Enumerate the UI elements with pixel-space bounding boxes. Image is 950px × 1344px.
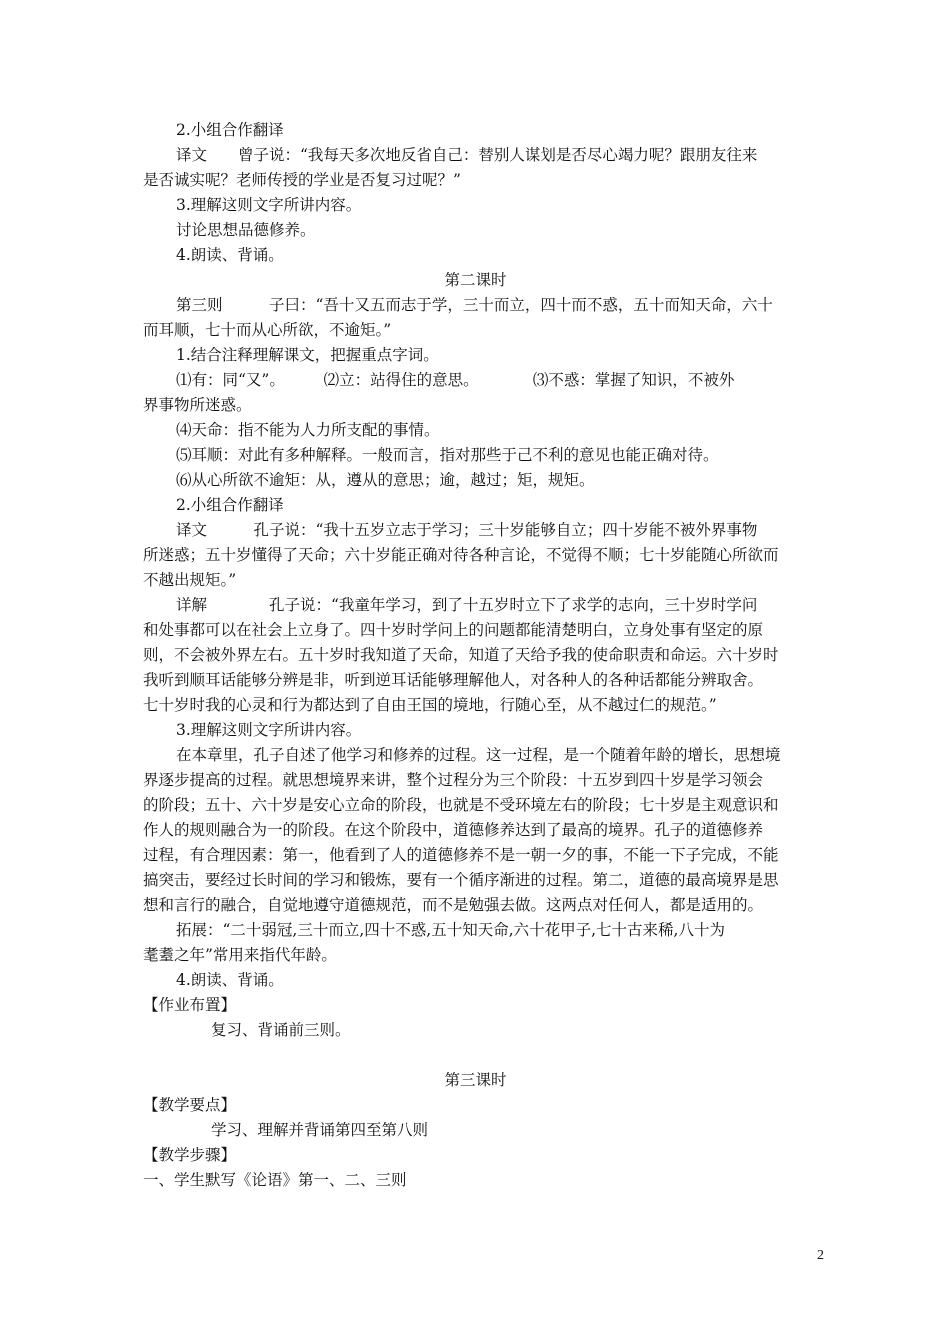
text-line: 第二课时 [444,271,507,289]
text-line: 译文 孔子说：“我十五岁立志于学习；三十岁能够自立；四十岁能不被外界事物 [176,521,758,539]
text-line: 和处事都可以在社会上立身了。四十岁时学问上的问题都能清楚明白，立身处事有坚定的原 [143,621,764,639]
text-line: 详解 孔子说：“我童年学习，到了十五岁时立下了求学的志向，三十岁时学问 [176,596,758,614]
text-line: 不越出规矩。” [143,571,237,589]
text-line: 而耳顺，七十而从心所欲，不逾矩。” [143,321,392,339]
text-line: 第三则 子曰：“吾十又五而志于学，三十而立，四十而不惑，五十而知天命，六十 [176,296,773,314]
text-line: 拓展：“二十弱冠,三十而立,四十不惑,五十知天命,六十花甲子,七十古来稀,八十为 [176,921,725,939]
text-line [143,1043,808,1068]
text-line: 界事物所迷惑。 [143,396,252,414]
text-line: 2.小组合作翻译 [176,121,284,139]
text-line: ⑷天命：指不能为人力所支配的事情。 [176,421,440,439]
page-number: 2 [817,1248,824,1263]
text-line: 在本章里，孔子自述了他学习和修养的过程。这一过程，是一个随着年龄的增长，思想境 [176,746,781,764]
text-line: 4.朗读、背诵。 [176,246,284,264]
text-line: 2.小组合作翻译 [176,496,284,514]
text-line: 3.理解这则文字所讲内容。 [176,721,362,739]
text-line: 一、学生默写《论语》第一、二、三则 [143,1171,407,1189]
text-line: 学习、理解并背诵第四至第八则 [211,1121,429,1139]
text-line: 【教学步骤】 [143,1146,237,1164]
text-line: 耄耋之年”常用来指代年龄。 [143,946,337,964]
text-line: 七十岁时我的心灵和行为都达到了自由王国的境地，行随心至，从不越过仁的规范。” [143,696,717,714]
text-line: 我听到顺耳话能够分辨是非，听到逆耳话能够理解他人，对各种人的各种话都能分辨取舍。 [143,671,764,689]
document-body [143,118,808,1193]
text-line: 界逐步提高的过程。就思想境界来讲，整个过程分为三个阶段：十五岁到四十岁是学习领会 [143,771,764,789]
text-line: ⑹从心所欲不逾矩：从，遵从的意思；逾，越过；矩，规矩。 [176,471,595,489]
text-line: 讨论思想品德修养。 [176,221,316,239]
text-line: ⑸耳顺：对此有多种解释。一般而言，指对那些于己不利的意见也能正确对待。 [176,446,719,464]
text-line: 复习、背诵前三则。 [211,1021,351,1039]
text-line: 搞突击，要经过长时间的学习和锻炼，要有一个循序渐进的过程。第二，道德的最高境界是思 [143,871,779,889]
text-line: 1.结合注释理解课文，把握重点字词。 [176,346,439,364]
text-line: ⑴有：同“又”。 ⑵立：站得住的意思。 ⑶不惑：掌握了知识，不被外 [176,371,735,389]
text-line: 译文 曾子说：“我每天多次地反省自己：替别人谋划是否尽心竭力呢？跟朋友往来 [176,146,758,164]
text-line: 的阶段；五十、六十岁是安心立命的阶段，也就是不受环境左右的阶段；七十岁是主观意识和 [143,796,779,814]
text-line: 【教学要点】 [143,1096,237,1114]
text-line: 则，不会被外界左右。五十岁时我知道了天命，知道了天给予我的使命职责和命运。六十岁时 [143,646,779,664]
text-line: 第三课时 [444,1071,507,1089]
text-line: 是否诚实呢？老师传授的学业是否复习过呢？” [143,171,461,189]
text-line: 过程，有合理因素：第一，他看到了人的道德修养不是一朝一夕的事，不能一下子完成，不能 [143,846,779,864]
text-line: 所迷惑；五十岁懂得了天命；六十岁能正确对待各种言论，不觉得不顺；七十岁能随心所欲而 [143,546,779,564]
text-line: 【作业布置】 [143,996,237,1014]
text-line: 3.理解这则文字所讲内容。 [176,196,362,214]
text-line: 作人的规则融合为一的阶段。在这个阶段中，道德修养达到了最高的境界。孔子的道德修养 [143,821,764,839]
text-line: 4.朗读、背诵。 [176,971,284,989]
text-line: 想和言行的融合，自觉地遵守道德规范，而不是勉强去做。这两点对任何人，都是适用的。 [143,896,764,914]
